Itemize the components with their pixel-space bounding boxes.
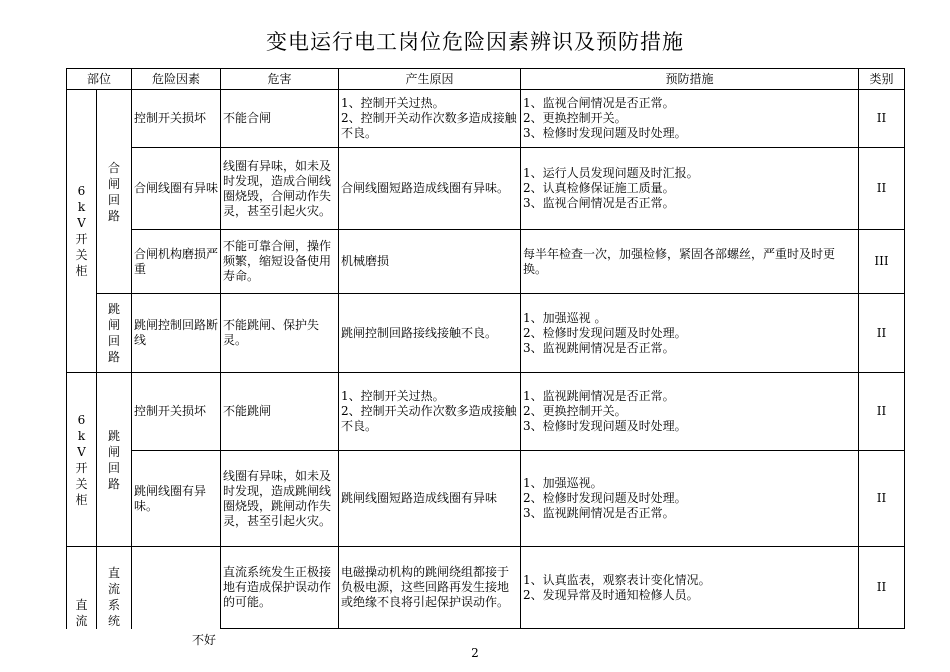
- prevention-cell: 每半年检查一次，加强检修，紧固各部螺丝，严重时及时更换。: [521, 230, 859, 294]
- header-category: 类别: [859, 69, 905, 90]
- part-cell: [67, 547, 97, 629]
- table-header-row: [67, 69, 905, 90]
- category-cell: II: [859, 547, 905, 629]
- cause-cell: 机械磨损: [339, 230, 521, 294]
- harm-cell: 不能跳闸: [221, 373, 339, 451]
- subpart-label: 跳闸回路: [107, 302, 120, 364]
- prevention-cell: 1、监视合闸情况是否正常。 2、更换控制开关。 3、检修时发现问题及时处理。: [521, 90, 859, 148]
- table-row: [67, 294, 905, 373]
- category-cell: III: [859, 230, 905, 294]
- subpart-label: 直流系统: [107, 565, 120, 628]
- page-title: 变电运行电工岗位危险因素辨识及预防措施: [266, 30, 684, 54]
- header-prevention: 预防措施: [521, 69, 859, 90]
- category-cell: II: [859, 294, 905, 373]
- cause-cell: 合闸线圈短路造成线圈有异味。: [339, 148, 521, 230]
- header-cause: 产生原因: [339, 69, 521, 90]
- page-number: 2: [471, 646, 479, 660]
- hazard-factor-cell: 控制开关损坏: [132, 373, 221, 451]
- category-cell: II: [859, 373, 905, 451]
- hazard-factor-cell: 跳闸线圈有异味。: [132, 451, 221, 547]
- category-cell: II: [859, 90, 905, 148]
- part-cell: [67, 90, 97, 373]
- cause-cell: 电磁操动机构的跳闸绕组都接于负极电源，这些回路再发生接地或绝缘不良将引起保护误动作。: [339, 547, 521, 629]
- subpart-label: 跳闸回路: [107, 428, 120, 491]
- harm-cell: 不能跳闸、保护失灵。: [221, 294, 339, 373]
- prevention-cell: 1、运行人员发现问题及时汇报。 2、认真检修保证施工质量。 3、监视合闸情况是否正常。: [521, 148, 859, 230]
- category-cell: II: [859, 451, 905, 547]
- table-row: [67, 230, 905, 294]
- part-label: 直流: [75, 597, 88, 628]
- subpart-cell: [97, 547, 132, 629]
- hazard-factor-cell: 合闸线圈有异味: [132, 148, 221, 230]
- prevention-cell: 1、监视跳闸情况是否正常。 2、更换控制开关。 3、检修时发现问题及时处理。: [521, 373, 859, 451]
- harm-cell: 线圈有异味，如未及时发现，造成跳闸线圈烧毁，跳闸动作失灵，甚至引起火灾。: [221, 451, 339, 547]
- cause-cell: 跳闸控制回路接线接触不良。: [339, 294, 521, 373]
- harm-cell: 线圈有异味，如未及时发现，造成合闸线圈烧毁，合闸动作失灵，甚至引起火灾。: [221, 148, 339, 230]
- table-row: [67, 451, 905, 547]
- part-cell: [67, 373, 97, 547]
- subpart-cell: [97, 90, 132, 294]
- prevention-cell: 1、认真监表，观察表计变化情况。 2、发现异常及时通知检修人员。: [521, 547, 859, 629]
- overflow-text: 不好: [192, 633, 217, 647]
- part-label: 6kV开关柜: [75, 184, 88, 278]
- table-row: [67, 547, 905, 629]
- header-hazard-factor: 危险因素: [132, 69, 221, 90]
- subpart-label: 合闸回路: [107, 160, 120, 223]
- cause-cell: 1、控制开关过热。 2、控制开关动作次数多造成接触不良。: [339, 90, 521, 148]
- table-row: [67, 373, 905, 451]
- hazard-table: [66, 68, 905, 629]
- harm-cell: 直流系统发生正极接地有造成保护误动作的可能。: [221, 547, 339, 629]
- hazard-factor-cell: 控制开关损坏: [132, 90, 221, 148]
- prevention-cell: 1、加强巡视 。 2、检修时发现问题及时处理。 3、监视跳闸情况是否正常。: [521, 294, 859, 373]
- cause-cell: 1、控制开关过热。 2、控制开关动作次数多造成接触不良。: [339, 373, 521, 451]
- subpart-cell: [97, 373, 132, 547]
- prevention-cell: 1、加强巡视。 2、检修时发现问题及时处理。 3、监视跳闸情况是否正常。: [521, 451, 859, 547]
- hazard-factor-cell: [132, 547, 221, 629]
- header-part: 部位: [67, 69, 132, 90]
- table-row: [67, 148, 905, 230]
- header-harm: 危害: [221, 69, 339, 90]
- hazard-factor-cell: 合闸机构磨损严重: [132, 230, 221, 294]
- harm-cell: 不能合闸: [221, 90, 339, 148]
- cause-cell: 跳闸线圈短路造成线圈有异味: [339, 451, 521, 547]
- category-cell: II: [859, 148, 905, 230]
- table-row: [67, 90, 905, 148]
- part-label: 6kV开关柜: [75, 412, 88, 507]
- harm-cell: 不能可靠合闸，操作频繁，缩短设备使用寿命。: [221, 230, 339, 294]
- hazard-factor-cell: 跳闸控制回路断线: [132, 294, 221, 373]
- subpart-cell: [97, 294, 132, 373]
